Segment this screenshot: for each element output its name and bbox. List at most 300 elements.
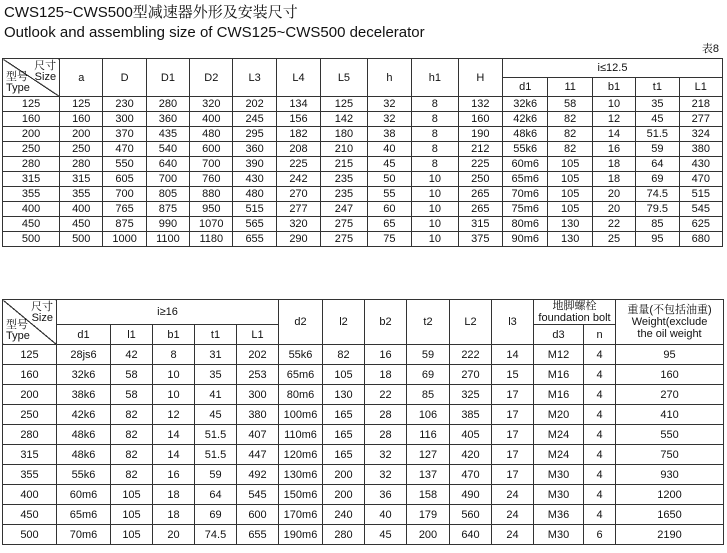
table-row [3, 157, 723, 172]
value-cell: 10 [153, 365, 195, 385]
value-cell: 208 [276, 142, 320, 157]
value-cell: 242 [276, 172, 320, 187]
type-cell: 355 [3, 465, 57, 485]
value-cell: 875 [103, 217, 146, 232]
value-cell: 700 [190, 157, 233, 172]
value-cell: 64 [636, 157, 679, 172]
value-cell: 18 [592, 172, 635, 187]
value-cell: 600 [190, 142, 233, 157]
type-cell: 160 [3, 112, 60, 127]
value-cell: 290 [276, 232, 320, 247]
col-header-l3: l3 [492, 300, 534, 345]
table-row [3, 445, 724, 465]
value-cell: 179 [407, 505, 450, 525]
value-cell: 48k6 [57, 445, 111, 465]
table-row [3, 405, 724, 425]
table-number: 表8 [701, 43, 719, 55]
value-cell: 125 [60, 97, 103, 112]
col-header-l2: l2 [323, 300, 365, 345]
table-row [3, 217, 723, 232]
value-cell: 470 [450, 465, 492, 485]
value-cell: 130 [548, 232, 592, 247]
table-row [3, 385, 724, 405]
table-row [3, 525, 724, 545]
col-header-D1: D1 [146, 59, 189, 97]
value-cell: 65 [367, 217, 411, 232]
value-cell: 492 [237, 465, 279, 485]
value-cell: 105 [323, 365, 365, 385]
value-cell: 950 [190, 202, 233, 217]
table-row [3, 365, 724, 385]
value-cell: 25 [592, 232, 635, 247]
sub-header-L1: L1 [237, 325, 279, 345]
value-cell: 360 [233, 142, 276, 157]
value-cell: 18 [592, 157, 635, 172]
value-cell: 480 [233, 187, 276, 202]
value-cell: M16 [534, 385, 584, 405]
value-cell: 31 [195, 345, 237, 365]
value-cell: 202 [233, 97, 276, 112]
col-header-b2: b2 [365, 300, 407, 345]
value-cell: 450 [60, 217, 103, 232]
value-cell: 130 [323, 385, 365, 405]
value-cell: 125 [321, 97, 368, 112]
value-cell: 320 [276, 217, 320, 232]
sub-header-n: n [584, 325, 616, 345]
value-cell: 8 [153, 345, 195, 365]
value-cell: 270 [450, 365, 492, 385]
value-cell: 470 [679, 172, 722, 187]
type-cell: 450 [3, 217, 60, 232]
value-cell: 447 [237, 445, 279, 465]
value-cell: 565 [233, 217, 276, 232]
value-cell: 24 [492, 485, 534, 505]
value-cell: 875 [146, 202, 189, 217]
value-cell: 74.5 [195, 525, 237, 545]
value-cell: 250 [60, 142, 103, 157]
value-cell: 750 [616, 445, 724, 465]
value-cell: 280 [60, 157, 103, 172]
value-cell: 42k6 [503, 112, 548, 127]
corner-header-2: 尺寸 Size 型号 Type [3, 300, 57, 345]
value-cell: 82 [111, 425, 153, 445]
value-cell: 550 [103, 157, 146, 172]
value-cell: 106 [407, 405, 450, 425]
value-cell: 480 [190, 127, 233, 142]
value-cell: 218 [679, 97, 722, 112]
value-cell: 180 [321, 127, 368, 142]
value-cell: 55k6 [503, 142, 548, 157]
value-cell: 600 [237, 505, 279, 525]
value-cell: 515 [679, 187, 722, 202]
value-cell: 1650 [616, 505, 724, 525]
value-cell: 156 [276, 112, 320, 127]
value-cell: 20 [153, 525, 195, 545]
value-cell: 14 [492, 345, 534, 365]
value-cell: 18 [153, 485, 195, 505]
value-cell: 10 [412, 217, 459, 232]
sub-header-b1: b1 [153, 325, 195, 345]
value-cell: 64 [195, 485, 237, 505]
value-cell: 42 [111, 345, 153, 365]
table-row [3, 232, 723, 247]
value-cell: M30 [534, 465, 584, 485]
col-header-t2: t2 [407, 300, 450, 345]
sub-header-l1: 11 [548, 78, 592, 97]
value-cell: 315 [60, 172, 103, 187]
value-cell: 110m6 [279, 425, 323, 445]
title-chinese: CWS125~CWS500型减速器外形及安装尺寸 [4, 4, 298, 21]
value-cell: 42k6 [57, 405, 111, 425]
value-cell: 275 [321, 217, 368, 232]
value-cell: 69 [636, 172, 679, 187]
value-cell: 160 [458, 112, 502, 127]
value-cell: 105 [548, 187, 592, 202]
value-cell: 65m6 [279, 365, 323, 385]
table-row [3, 485, 724, 505]
value-cell: 116 [407, 425, 450, 445]
value-cell: 245 [233, 112, 276, 127]
value-cell: 132 [458, 97, 502, 112]
value-cell: 74.5 [636, 187, 679, 202]
value-cell: 300 [237, 385, 279, 405]
type-cell: 315 [3, 445, 57, 465]
value-cell: 17 [492, 405, 534, 425]
value-cell: 65m6 [503, 172, 548, 187]
col-header-L5: L5 [321, 59, 368, 97]
value-cell: 28 [365, 425, 407, 445]
type-cell: 125 [3, 345, 57, 365]
table-row [3, 142, 723, 157]
value-cell: 375 [458, 232, 502, 247]
value-cell: 20 [592, 202, 635, 217]
value-cell: 170m6 [279, 505, 323, 525]
value-cell: 210 [321, 142, 368, 157]
value-cell: 85 [407, 385, 450, 405]
value-cell: 165 [323, 425, 365, 445]
value-cell: 1180 [190, 232, 233, 247]
value-cell: 17 [492, 445, 534, 465]
col-header-h: h [367, 59, 411, 97]
value-cell: 222 [450, 345, 492, 365]
value-cell: 32 [365, 465, 407, 485]
value-cell: 75m6 [503, 202, 548, 217]
col-header-h1: h1 [412, 59, 459, 97]
value-cell: 130m6 [279, 465, 323, 485]
value-cell: 680 [679, 232, 722, 247]
table-2-body [3, 345, 724, 545]
value-cell: 560 [450, 505, 492, 525]
value-cell: 500 [60, 232, 103, 247]
value-cell: 1070 [190, 217, 233, 232]
value-cell: 605 [103, 172, 146, 187]
value-cell: 14 [153, 425, 195, 445]
value-cell: 215 [321, 157, 368, 172]
col-header-L3: L3 [233, 59, 276, 97]
value-cell: 59 [407, 345, 450, 365]
col-header-weight: 重量(不包括油重) Weight(exclude the oil weight [616, 300, 724, 345]
value-cell: 55k6 [57, 465, 111, 485]
value-cell: 36 [365, 485, 407, 505]
value-cell: 277 [276, 202, 320, 217]
value-cell: 45 [195, 405, 237, 425]
value-cell: 265 [458, 187, 502, 202]
value-cell: 880 [190, 187, 233, 202]
value-cell: 182 [276, 127, 320, 142]
value-cell: 410 [616, 405, 724, 425]
title-english: Outlook and assembling size of CWS125~CWS500 decelerator [4, 24, 425, 41]
sub-header-l1: l1 [111, 325, 153, 345]
value-cell: 16 [153, 465, 195, 485]
corner-header: 尺寸 Size 型号 Type [3, 59, 60, 97]
value-cell: 430 [233, 172, 276, 187]
value-cell: 160 [616, 365, 724, 385]
value-cell: 58 [111, 385, 153, 405]
value-cell: 105 [111, 505, 153, 525]
value-cell: 405 [450, 425, 492, 445]
sub-header-L1: L1 [679, 78, 722, 97]
value-cell: 95 [636, 232, 679, 247]
value-cell: 2190 [616, 525, 724, 545]
value-cell: 250 [458, 172, 502, 187]
value-cell: 435 [146, 127, 189, 142]
value-cell: 80m6 [503, 217, 548, 232]
value-cell: 253 [237, 365, 279, 385]
value-cell: 280 [323, 525, 365, 545]
value-cell: 160 [60, 112, 103, 127]
value-cell: 14 [153, 445, 195, 465]
value-cell: 230 [103, 97, 146, 112]
value-cell: 40 [365, 505, 407, 525]
value-cell: 240 [323, 505, 365, 525]
value-cell: 4 [584, 365, 616, 385]
col-header-H: H [458, 59, 502, 97]
table-row [3, 172, 723, 187]
value-cell: 265 [458, 202, 502, 217]
value-cell: 142 [321, 112, 368, 127]
value-cell: 18 [153, 505, 195, 525]
value-cell: 17 [492, 385, 534, 405]
value-cell: 65m6 [57, 505, 111, 525]
value-cell: 45 [636, 112, 679, 127]
value-cell: 4 [584, 485, 616, 505]
value-cell: 24 [492, 505, 534, 525]
value-cell: 85 [636, 217, 679, 232]
value-cell: 640 [450, 525, 492, 545]
value-cell: 134 [276, 97, 320, 112]
sub-header-t1: t1 [195, 325, 237, 345]
value-cell: 4 [584, 385, 616, 405]
table-row [3, 187, 723, 202]
value-cell: 12 [153, 405, 195, 425]
value-cell: 22 [592, 217, 635, 232]
value-cell: 20 [592, 187, 635, 202]
value-cell: 10 [412, 187, 459, 202]
type-cell: 400 [3, 202, 60, 217]
value-cell: 550 [616, 425, 724, 445]
value-cell: 127 [407, 445, 450, 465]
value-cell: 200 [60, 127, 103, 142]
value-cell: 32k6 [57, 365, 111, 385]
value-cell: 32k6 [503, 97, 548, 112]
value-cell: 70m6 [503, 187, 548, 202]
value-cell: 655 [237, 525, 279, 545]
dimension-table-2 [2, 299, 724, 545]
sub-header-t1: t1 [636, 78, 679, 97]
value-cell: 12 [592, 112, 635, 127]
value-cell: 385 [450, 405, 492, 425]
value-cell: 4 [584, 405, 616, 425]
value-cell: 1100 [146, 232, 189, 247]
value-cell: 4 [584, 465, 616, 485]
type-cell: 200 [3, 127, 60, 142]
table-row [3, 127, 723, 142]
value-cell: 407 [237, 425, 279, 445]
value-cell: 280 [146, 97, 189, 112]
value-cell: 137 [407, 465, 450, 485]
value-cell: 225 [458, 157, 502, 172]
value-cell: 82 [548, 127, 592, 142]
col-header-L4: L4 [276, 59, 320, 97]
value-cell: 760 [190, 172, 233, 187]
value-cell: 370 [103, 127, 146, 142]
value-cell: 32 [365, 445, 407, 465]
value-cell: 4 [584, 505, 616, 525]
type-cell: 280 [3, 157, 60, 172]
value-cell: 8 [412, 112, 459, 127]
table-1-body [3, 97, 723, 247]
group-header-ratio-high: i≥16 [57, 300, 279, 325]
value-cell: 380 [237, 405, 279, 425]
value-cell: M12 [534, 345, 584, 365]
value-cell: 59 [195, 465, 237, 485]
value-cell: 58 [548, 97, 592, 112]
value-cell: 90m6 [503, 232, 548, 247]
value-cell: 41 [195, 385, 237, 405]
value-cell: 17 [492, 425, 534, 445]
value-cell: 190m6 [279, 525, 323, 545]
value-cell: 6 [584, 525, 616, 545]
value-cell: 202 [237, 345, 279, 365]
type-cell: 125 [3, 97, 60, 112]
type-cell: 250 [3, 142, 60, 157]
value-cell: 38 [367, 127, 411, 142]
value-cell: 235 [321, 172, 368, 187]
type-cell: 250 [3, 405, 57, 425]
value-cell: 16 [365, 345, 407, 365]
value-cell: 190 [458, 127, 502, 142]
value-cell: 82 [548, 142, 592, 157]
value-cell: 8 [412, 127, 459, 142]
value-cell: 165 [323, 405, 365, 425]
value-cell: 8 [412, 142, 459, 157]
value-cell: 55k6 [279, 345, 323, 365]
value-cell: M36 [534, 505, 584, 525]
value-cell: 95 [616, 345, 724, 365]
value-cell: 69 [195, 505, 237, 525]
value-cell: 10 [412, 172, 459, 187]
value-cell: 515 [233, 202, 276, 217]
value-cell: 320 [190, 97, 233, 112]
value-cell: M24 [534, 445, 584, 465]
value-cell: 28 [365, 405, 407, 425]
value-cell: 545 [679, 202, 722, 217]
value-cell: 165 [323, 445, 365, 465]
value-cell: M24 [534, 425, 584, 445]
value-cell: 51.5 [636, 127, 679, 142]
value-cell: 130 [548, 217, 592, 232]
value-cell: 70m6 [57, 525, 111, 545]
value-cell: 51.5 [195, 425, 237, 445]
value-cell: 470 [103, 142, 146, 157]
value-cell: 35 [636, 97, 679, 112]
value-cell: 990 [146, 217, 189, 232]
type-cell: 450 [3, 505, 57, 525]
value-cell: 8 [412, 157, 459, 172]
value-cell: 10 [153, 385, 195, 405]
value-cell: 4 [584, 445, 616, 465]
value-cell: 355 [60, 187, 103, 202]
value-cell: 48k6 [57, 425, 111, 445]
group-header-foundation-bolt: 地脚螺栓 foundation bolt [534, 300, 616, 325]
value-cell: 315 [458, 217, 502, 232]
value-cell: 69 [407, 365, 450, 385]
value-cell: 10 [412, 202, 459, 217]
value-cell: 225 [276, 157, 320, 172]
value-cell: 700 [103, 187, 146, 202]
value-cell: 1200 [616, 485, 724, 505]
value-cell: 10 [592, 97, 635, 112]
value-cell: 38k6 [57, 385, 111, 405]
table-row [3, 97, 723, 112]
value-cell: 105 [548, 202, 592, 217]
value-cell: 158 [407, 485, 450, 505]
value-cell: 32 [367, 112, 411, 127]
value-cell: 360 [146, 112, 189, 127]
value-cell: 640 [146, 157, 189, 172]
value-cell: 930 [616, 465, 724, 485]
value-cell: 10 [412, 232, 459, 247]
value-cell: 82 [111, 465, 153, 485]
value-cell: 270 [616, 385, 724, 405]
col-header-D2: D2 [190, 59, 233, 97]
value-cell: M20 [534, 405, 584, 425]
value-cell: 58 [111, 365, 153, 385]
value-cell: 60 [367, 202, 411, 217]
value-cell: 15 [492, 365, 534, 385]
value-cell: 4 [584, 425, 616, 445]
value-cell: 490 [450, 485, 492, 505]
sub-header-b1: b1 [592, 78, 635, 97]
type-cell: 355 [3, 187, 60, 202]
value-cell: 4 [584, 345, 616, 365]
value-cell: 380 [679, 142, 722, 157]
value-cell: 105 [111, 525, 153, 545]
type-cell: 500 [3, 232, 60, 247]
value-cell: 325 [450, 385, 492, 405]
value-cell: 59 [636, 142, 679, 157]
type-cell: 500 [3, 525, 57, 545]
value-cell: 300 [103, 112, 146, 127]
sub-header-d1: d1 [503, 78, 548, 97]
value-cell: 805 [146, 187, 189, 202]
value-cell: 80m6 [279, 385, 323, 405]
sub-header-d1: d1 [57, 325, 111, 345]
value-cell: 540 [146, 142, 189, 157]
value-cell: 82 [323, 345, 365, 365]
value-cell: 50 [367, 172, 411, 187]
value-cell: M30 [534, 525, 584, 545]
